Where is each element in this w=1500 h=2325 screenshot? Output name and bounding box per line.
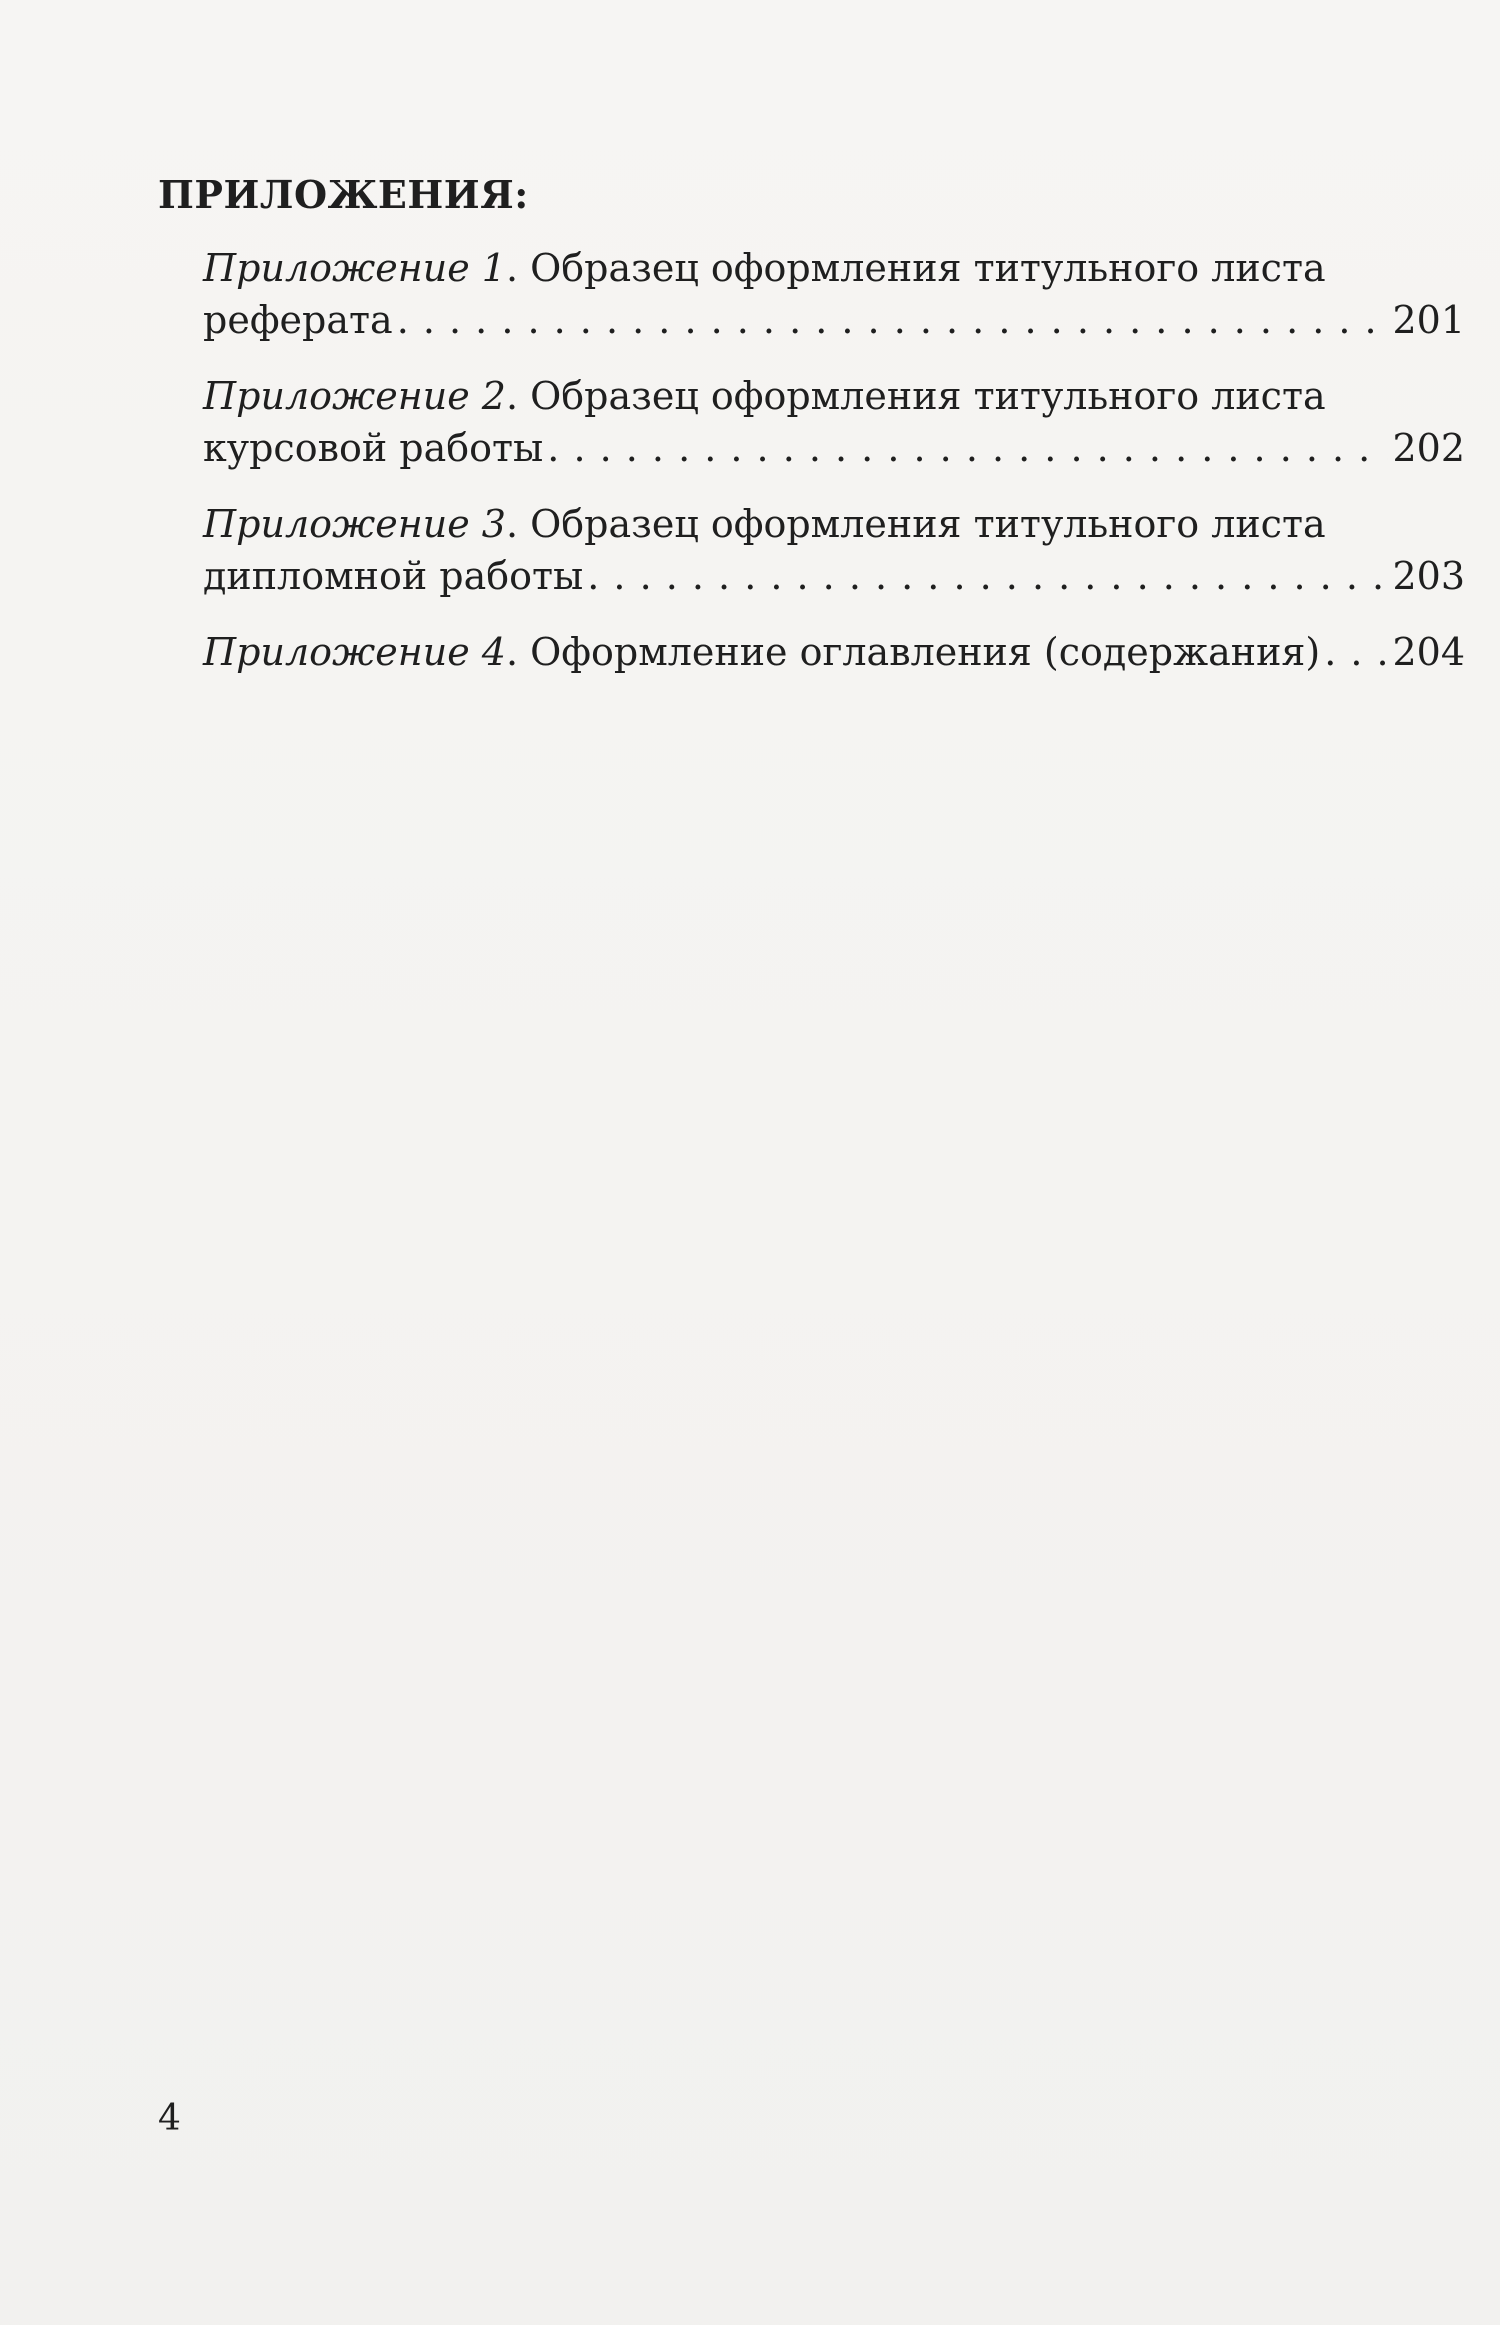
toc-entry-head bbox=[203, 626, 1320, 678]
dot-leader bbox=[397, 294, 1389, 346]
toc-entry-title-line1: . Оформление оглавления (содержания) bbox=[505, 630, 1321, 674]
toc-entry-head bbox=[203, 242, 1465, 294]
toc-entry-title-line2: курсовой работы bbox=[203, 426, 544, 470]
toc-entry-2 bbox=[203, 370, 1465, 474]
toc-entry-head bbox=[203, 498, 1465, 550]
toc-entry-tail bbox=[203, 294, 1465, 346]
toc-entry-3 bbox=[203, 498, 1465, 602]
toc-entry-prefix: Приложение 4 bbox=[203, 630, 506, 674]
toc-entry-page: 204 bbox=[1392, 630, 1465, 674]
toc-entry-tail bbox=[203, 550, 1465, 602]
page-number: 4 bbox=[158, 2098, 181, 2139]
toc-entry-title-line1: . Образец оформления титульного листа bbox=[505, 246, 1326, 290]
toc-entry-title-line2: дипломной работы bbox=[203, 554, 584, 598]
toc-entry-prefix: Приложение 1 bbox=[203, 246, 506, 290]
toc-entry-page: 203 bbox=[1392, 554, 1465, 598]
dot-leader bbox=[587, 550, 1388, 602]
toc-entry-tail bbox=[203, 422, 1465, 474]
table-of-contents bbox=[203, 242, 1465, 702]
toc-entry-title-line1: . Образец оформления титульного листа bbox=[505, 374, 1326, 418]
toc-entry-head bbox=[203, 370, 1465, 422]
toc-entry-4 bbox=[203, 626, 1465, 678]
toc-entry-prefix: Приложение 2 bbox=[203, 374, 506, 418]
section-title: ПРИЛОЖЕНИЯ: bbox=[158, 172, 529, 217]
dot-leader bbox=[547, 422, 1388, 474]
toc-entry-tail bbox=[203, 626, 1465, 678]
toc-entry-prefix: Приложение 3 bbox=[203, 502, 506, 546]
toc-entry-page: 202 bbox=[1392, 426, 1465, 470]
toc-entry-1 bbox=[203, 242, 1465, 346]
toc-entry-title-line2: реферата bbox=[203, 298, 393, 342]
toc-entry-page: 201 bbox=[1392, 298, 1465, 342]
toc-entry-title-line1: . Образец оформления титульного листа bbox=[505, 502, 1326, 546]
dot-leader bbox=[1324, 626, 1388, 678]
